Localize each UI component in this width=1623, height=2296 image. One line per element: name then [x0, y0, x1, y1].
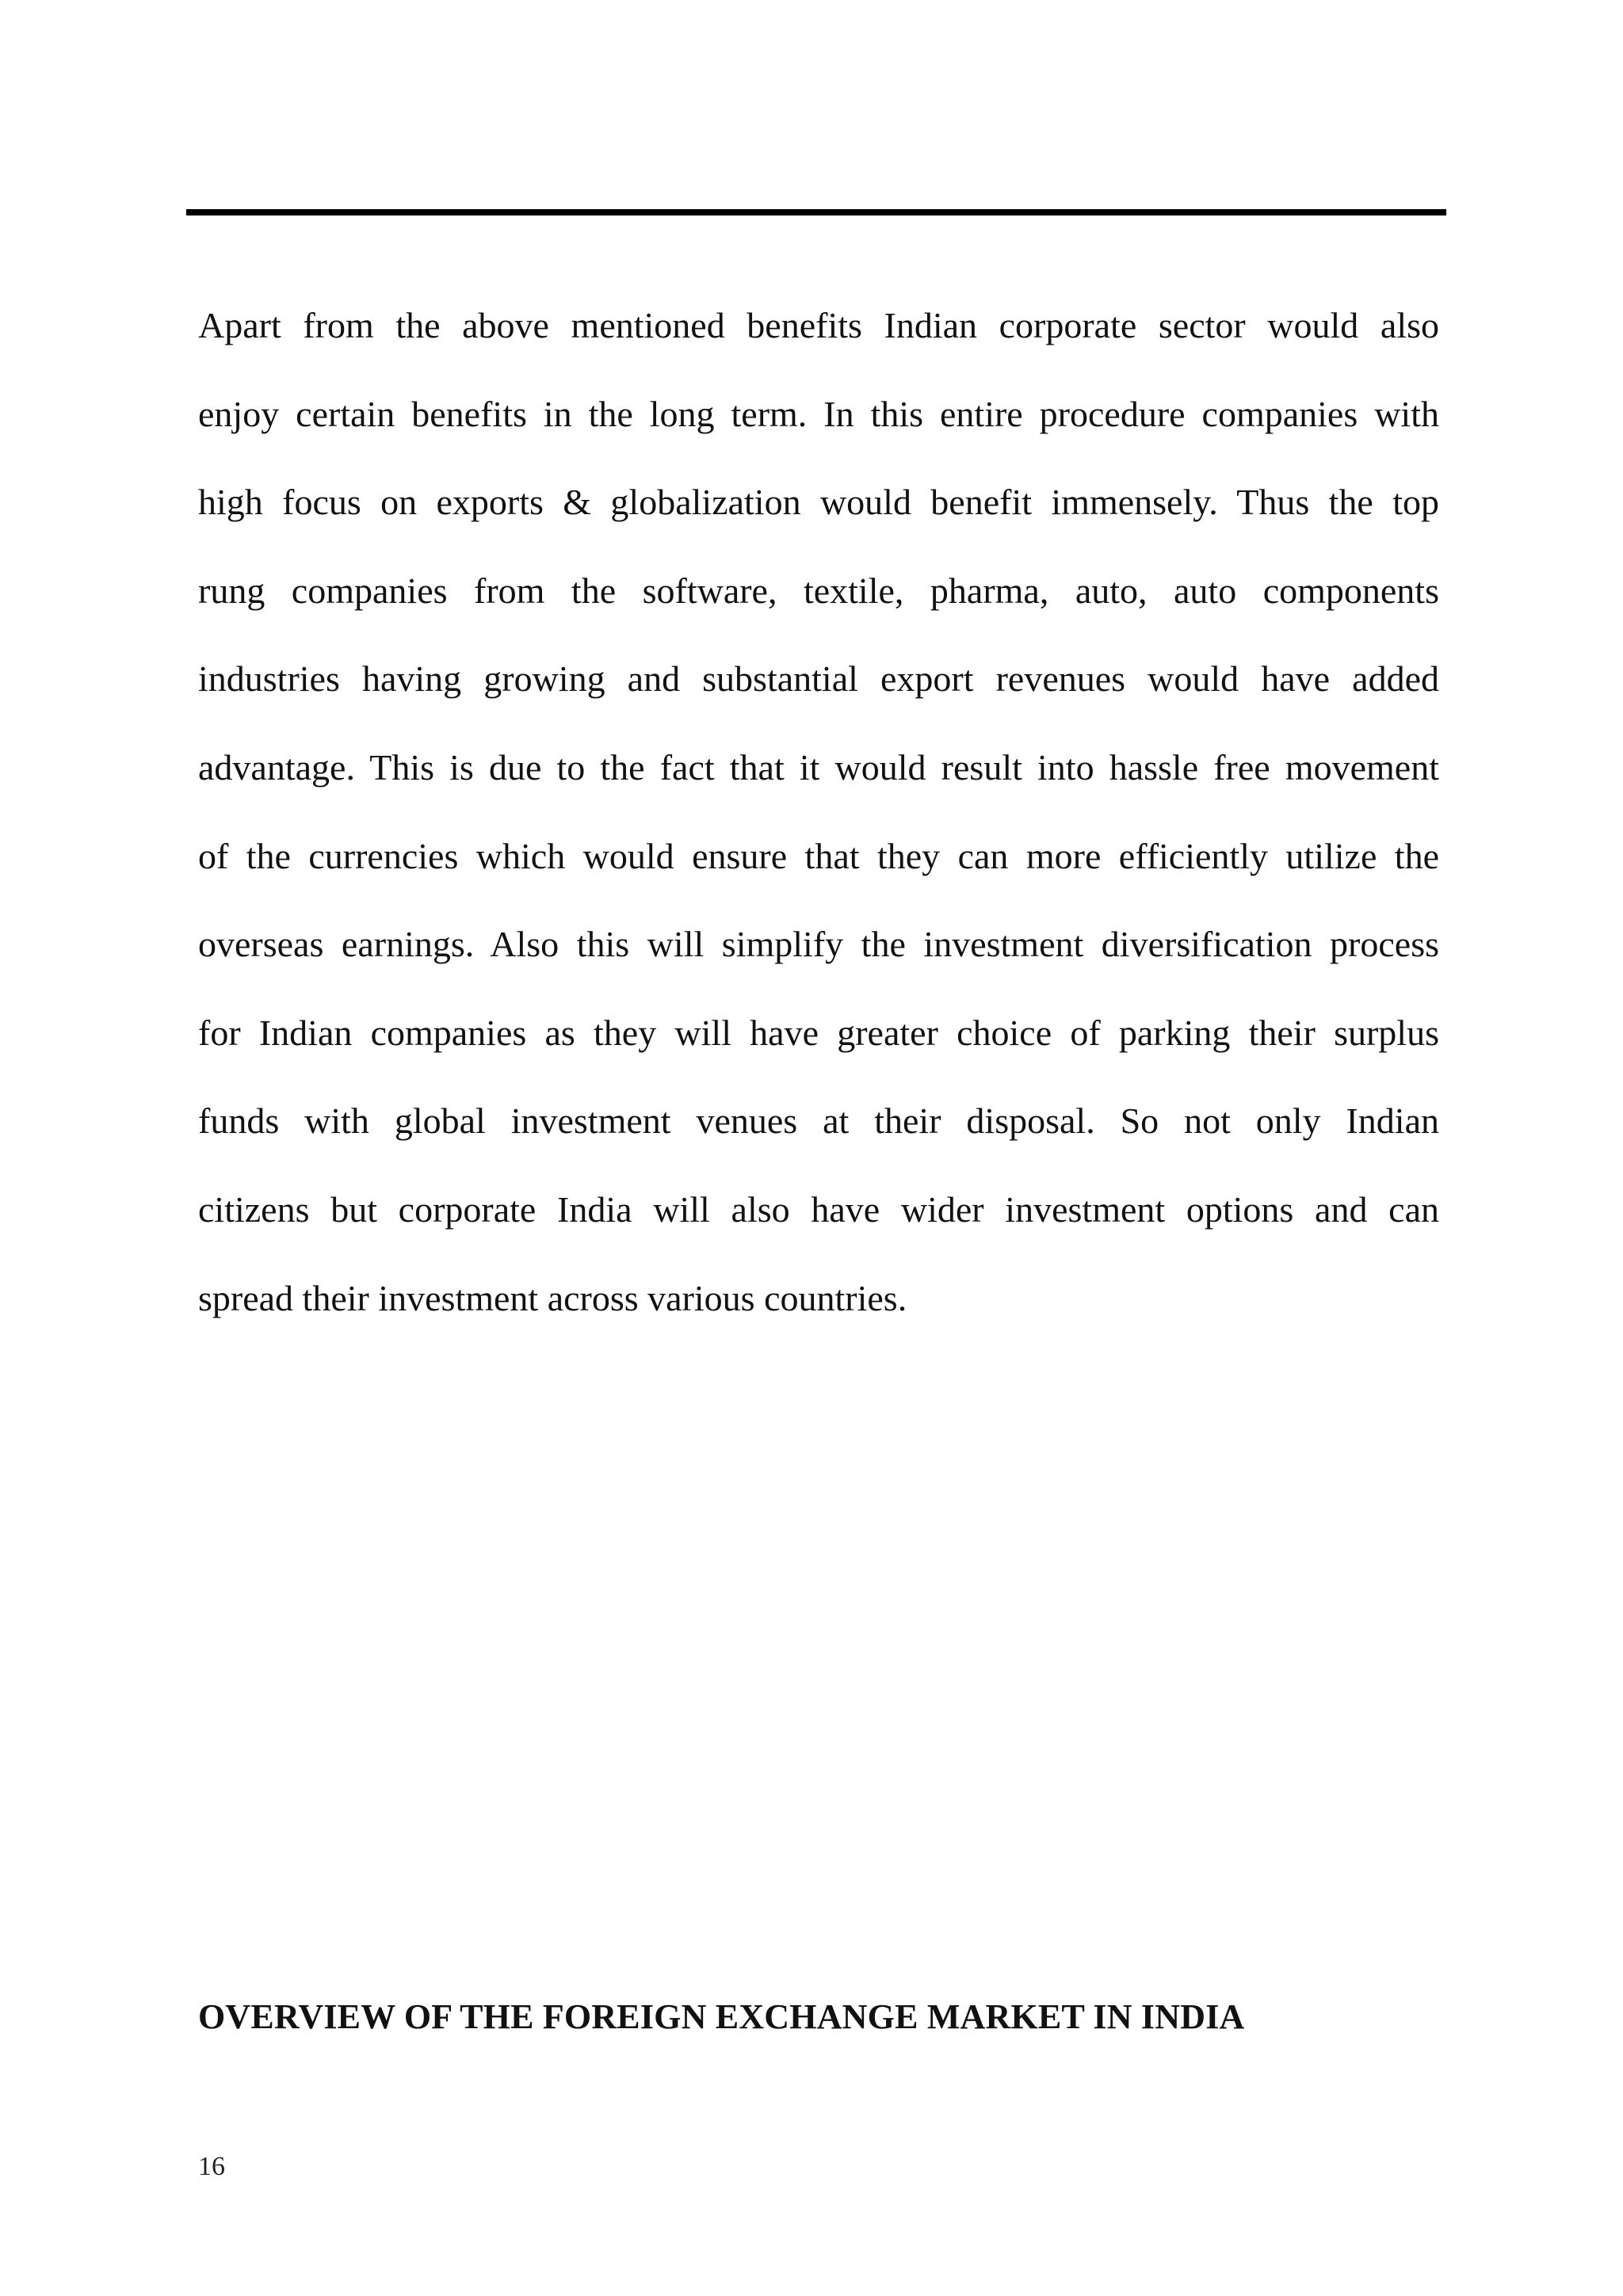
- paragraph-line: citizens but corporate India will also have wider investment options and can: [198, 1188, 1439, 1230]
- paragraph-line: funds with global investment venues at their disposal. So not only Indian: [198, 1100, 1439, 1142]
- paragraph-line: overseas earnings. Also this will simplify the investment diversification process: [198, 924, 1439, 965]
- section-heading: OVERVIEW OF THE FOREIGN EXCHANGE MARKET IN INDIA: [198, 1997, 1245, 2036]
- paragraph-line: of the currencies which would ensure that they can more efficiently utilize the: [198, 835, 1439, 876]
- body-paragraph: [198, 281, 1439, 1342]
- paragraph-line: Apart from the above mentioned benefits Indian corporate sector would also: [198, 305, 1439, 345]
- paragraph-line: spread their investment across various countries.: [198, 1277, 907, 1318]
- paragraph-line: high focus on exports & globalization would benefit immensely. Thus the top: [198, 482, 1439, 523]
- page-number: 16: [198, 2152, 225, 2181]
- paragraph-line: advantage. This is due to the fact that it would result into hassle free movement: [198, 746, 1439, 788]
- paragraph-line: industries having growing and substantial export revenues would have added: [198, 658, 1439, 700]
- paragraph-line: rung companies from the software, textile, pharma, auto, auto components: [198, 570, 1439, 611]
- paragraph-line: for Indian companies as they will have greater choice of parking their surplus: [198, 1012, 1439, 1053]
- paragraph-line: enjoy certain benefits in the long term. In this entire procedure companies with: [198, 393, 1439, 434]
- header-rule: [186, 209, 1446, 215]
